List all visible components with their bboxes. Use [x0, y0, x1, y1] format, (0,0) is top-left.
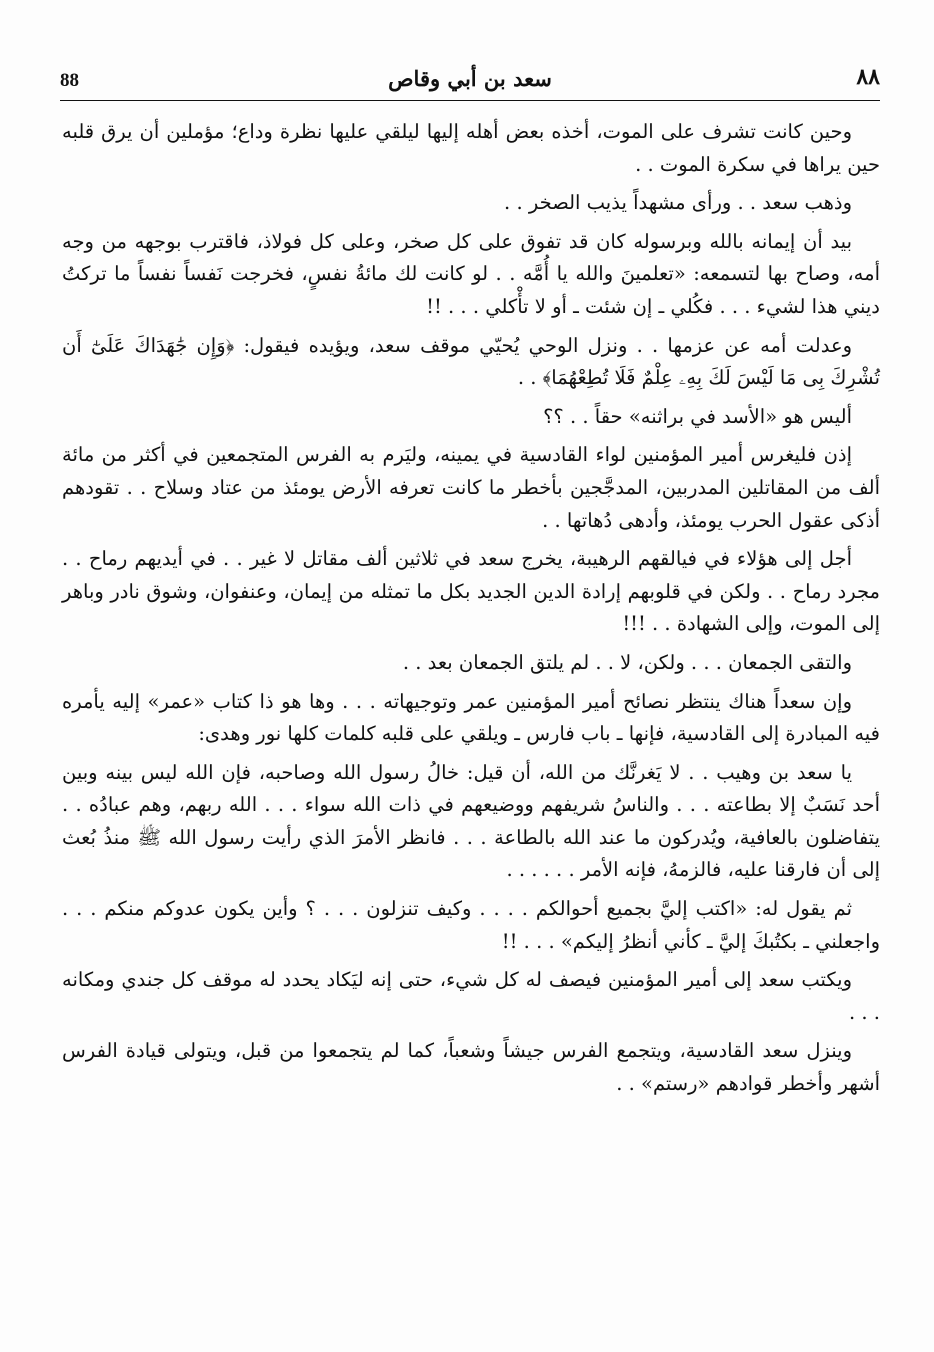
page-number-latin: 88 — [60, 70, 79, 91]
page-number-arabic: ٨٨ — [856, 64, 880, 90]
paragraph-4: وعدلت أمه عن عزمها . . ونزل الوحي يُحيّي موقف سعد، ويؤيده فيقول: ﴿وَإِن جَٰهَدَاكَ عَلَىٰٓ أَن تُشْرِكَ بِى مَا لَيْسَ لَكَ بِهِۦ عِلْمٌ فَلَا تُطِعْهُمَا﴾ . . — [62, 333, 880, 390]
header-rule — [60, 100, 880, 101]
paragraph-2: وذهب سعد . . ورأى مشهداً يذيب الصخر . . — [504, 191, 852, 215]
paragraph-7: أجل إلى هؤلاء في فيالقهم الرهيبة، يخرج سعد في ثلاثين ألف مقاتل لا غير . . في أيديهم رماح . . مجرد رماح . . ولكن في قلوبهم إرادة الدين الجديد بكل ما تمثله من إيمان، وعنفوان، وشوق نادر وباهر إلى الموت، وإلى الشهادة . . !!! — [62, 547, 880, 636]
paragraph-9: وإن سعداً هناك ينتظر نصائح أمير المؤمنين عمر وتوجيهاته . . . وها هو ذا كتاب «عمر» إليه يأمره فيه المبادرة إلى القادسية، فإنها ـ باب فارس ـ ويلقي على قلبه كلمات كلها نور وهدى: — [62, 689, 880, 746]
paragraph-12: ويكتب سعد إلى أمير المؤمنين فيصف له كل شيء، حتى إنه ليَكاد يحدد له موقف كل جندي ومكانه . . . — [62, 968, 880, 1024]
paragraph-10: يا سعد بن وهيب . . لا يَغرنَّك من الله، أن قيل: خالُ رسول الله وصاحبه، فإن الله ليس بينه وبين أحد نَسَبٌ إلا بطاعته . . . والناسُ شريفهم ووضيعهم في ذات الله سواء . . . الله ربهم، وهم عبادُه . . يتفاضلون بالعافية، ويُدركون ما عند الله بالطاعة . . . فانظر الأمرَ الذي رأيت رسول الله ﷺ منذُ بُعث إلى أن فارقنا عليه، فالزمهُ، فإنه الأمر . . . . . . — [62, 760, 880, 882]
paragraph-3: بيد أن إيمانه بالله وبرسوله كان قد تفوق على كل صخر، وعلى كل فولاذ، فاقترب بوجهه من وجه أمه، وصاح بها لتسمعه: «تعلمينَ والله يا أُمَّه . . لو كانت لك مائةُ نفسٍ، فخرجت نَفساً نفساً ما تركتُ ديني هذا لشيء . . . فكُلي ـ إن شئت ـ أو لا تأْكلي . . . !! — [62, 229, 880, 318]
running-title: سعد بن أبي وقاص — [388, 66, 552, 91]
page-header — [60, 58, 880, 98]
paragraph-6: إذن فليغرس أمير المؤمنين لواء القادسية في يمينه، وليَرم به الفرس المتجمعين في أكثر من مائة ألف من المقاتلين المدربين، المدجَّجين بأخطر ما كانت تعرفه الأرض يومئذ من عتاد وسلاح . . تقودهم أذكى عقول الحرب يومئذ، وأدهى دُهاتها . . — [62, 443, 880, 532]
paragraph-11: ثم يقول له: «اكتب إليَّ بجميع أحوالكم . . . . وكيف تنزلون . . . ؟ وأين يكون عدوكم منكم . . . واجعلني ـ بكتُبكَ إليَّ ـ كأني أنظرُ إليكم» . . . !! — [62, 897, 880, 953]
paragraph-13: وينزل سعد القادسية، ويتجمع الفرس جيشاً وشعباً، كما لم يتجمعوا من قبل، ويتولى قيادة الفرس أشهر وأخطر قوادهم «رستم» . . — [62, 1039, 880, 1096]
page-body — [62, 116, 880, 1107]
paragraph-1: وحين كانت تشرف على الموت، أخذه بعض أهله إليها ليلقي عليها نظرة وداع؛ مؤملين أن يرق قلبه حين يراها في سكرة الموت . . — [62, 120, 880, 176]
paragraph-8: والتقى الجمعان . . . ولكن، لا . . لم يلتق الجمعان بعد . . — [402, 650, 852, 674]
paragraph-5: أليس هو «الأسد في براثنه» حقاً . . ؟؟ — [543, 404, 852, 428]
